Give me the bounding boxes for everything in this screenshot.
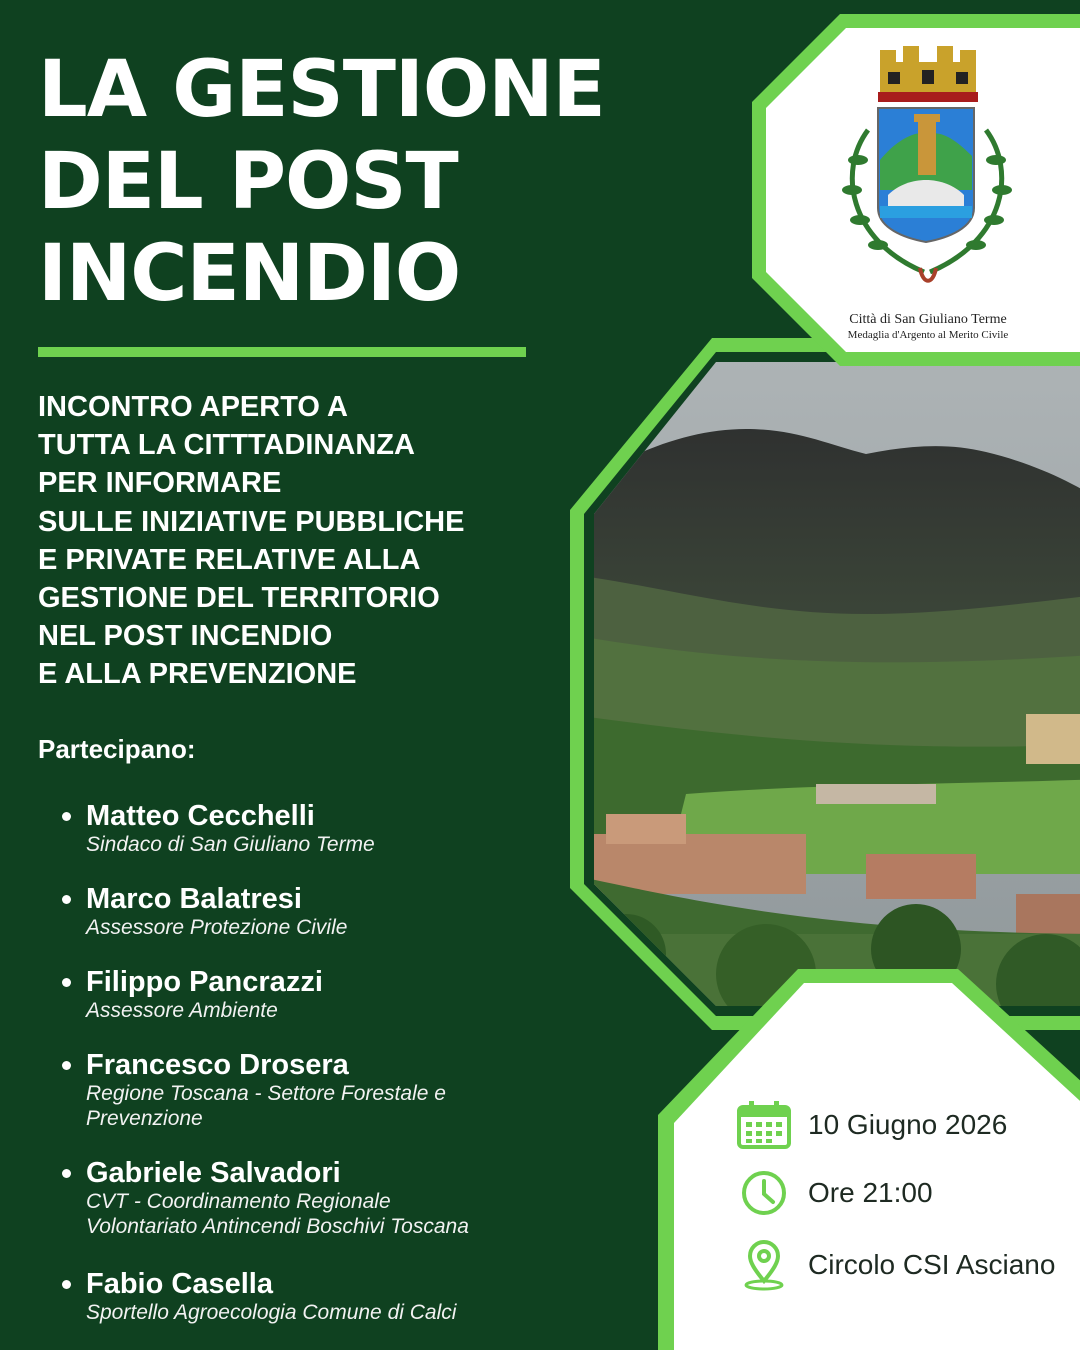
participant-item bbox=[62, 966, 582, 1023]
participants-label: Partecipano: bbox=[38, 734, 196, 764]
participant-item bbox=[62, 883, 582, 940]
participant-role-line: Regione Toscana - Settore Forestale e bbox=[86, 1082, 446, 1105]
intro-line: E PRIVATE RELATIVE ALLA bbox=[38, 543, 421, 576]
participant-role bbox=[86, 998, 582, 1023]
intro-line: INCONTRO APERTO A bbox=[38, 391, 348, 423]
event-place-text: Circolo CSI Asciano bbox=[808, 1249, 1056, 1280]
event-date bbox=[736, 1100, 1007, 1150]
event-place bbox=[736, 1240, 1055, 1290]
bullet bbox=[62, 978, 71, 987]
intro-line: NEL POST INCENDIO bbox=[38, 620, 333, 653]
bullet bbox=[62, 895, 71, 904]
participant-item bbox=[62, 1049, 582, 1131]
participant-item bbox=[62, 800, 582, 857]
clock-icon bbox=[736, 1168, 792, 1218]
participant-role bbox=[86, 1189, 582, 1239]
bullet bbox=[62, 1280, 71, 1289]
participant-item bbox=[62, 1268, 582, 1325]
participant-role-line: Prevenzione bbox=[86, 1107, 203, 1130]
participant-name: Gabriele Salvadori bbox=[86, 1157, 341, 1189]
participant-role-line: Assessore Protezione Civile bbox=[86, 916, 348, 939]
seal-city-name: Città di San Giuliano Terme bbox=[849, 312, 1007, 327]
participant-role-line: Sindaco di San Giuliano Terme bbox=[86, 833, 375, 856]
bullet bbox=[62, 1169, 71, 1178]
participant-role bbox=[86, 1081, 582, 1131]
participant-name: Matteo Cecchelli bbox=[86, 800, 315, 832]
bullet bbox=[62, 1061, 71, 1070]
event-time bbox=[736, 1168, 933, 1218]
location-pin-icon bbox=[736, 1240, 792, 1290]
event-info-frame bbox=[658, 965, 1080, 1350]
event-date-text: 10 Giugno 2026 bbox=[808, 1109, 1008, 1140]
event-time-text: Ore 21:00 bbox=[808, 1177, 933, 1208]
participant-role bbox=[86, 1300, 582, 1325]
bullet bbox=[62, 812, 71, 821]
page-title bbox=[38, 44, 678, 320]
participant-role-line: CVT - Coordinamento Regionale bbox=[86, 1190, 391, 1213]
intro-line: GESTIONE DEL TERRITORIO bbox=[38, 582, 440, 615]
participant-role-line: Volontariato Antincendi Boschivi Toscana bbox=[86, 1215, 469, 1238]
calendar-icon bbox=[736, 1100, 792, 1150]
intro-line: E ALLA PREVENZIONE bbox=[38, 658, 357, 691]
participant-item bbox=[62, 1157, 582, 1239]
participant-role-line: Sportello Agroecologia Comune di Calci bbox=[86, 1301, 457, 1324]
landscape-photo-frame bbox=[566, 334, 1080, 1034]
title-line-1: LA GESTIONE bbox=[38, 45, 605, 135]
title-divider bbox=[38, 347, 526, 357]
title-line-2: DEL POST bbox=[38, 137, 458, 227]
participant-role bbox=[86, 915, 582, 940]
intro-line: TUTTA LA CITTTADINANZA bbox=[38, 429, 415, 462]
intro-line: PER INFORMARE bbox=[38, 467, 282, 500]
intro-line: SULLE INIZIATIVE PUBBLICHE bbox=[38, 505, 465, 538]
participant-role bbox=[86, 832, 582, 857]
seal-medal-text: Medaglia d'Argento al Merito Civile bbox=[847, 329, 1009, 341]
participant-role-line: Assessore Ambiente bbox=[86, 999, 278, 1022]
participant-name: Filippo Pancrazzi bbox=[86, 966, 323, 998]
participant-name: Fabio Casella bbox=[86, 1268, 273, 1300]
participant-name: Marco Balatresi bbox=[86, 883, 302, 915]
title-line-3: INCENDIO bbox=[38, 229, 461, 319]
participant-name: Francesco Drosera bbox=[86, 1049, 349, 1081]
seal-caption bbox=[760, 312, 1080, 342]
intro-text bbox=[38, 388, 558, 694]
